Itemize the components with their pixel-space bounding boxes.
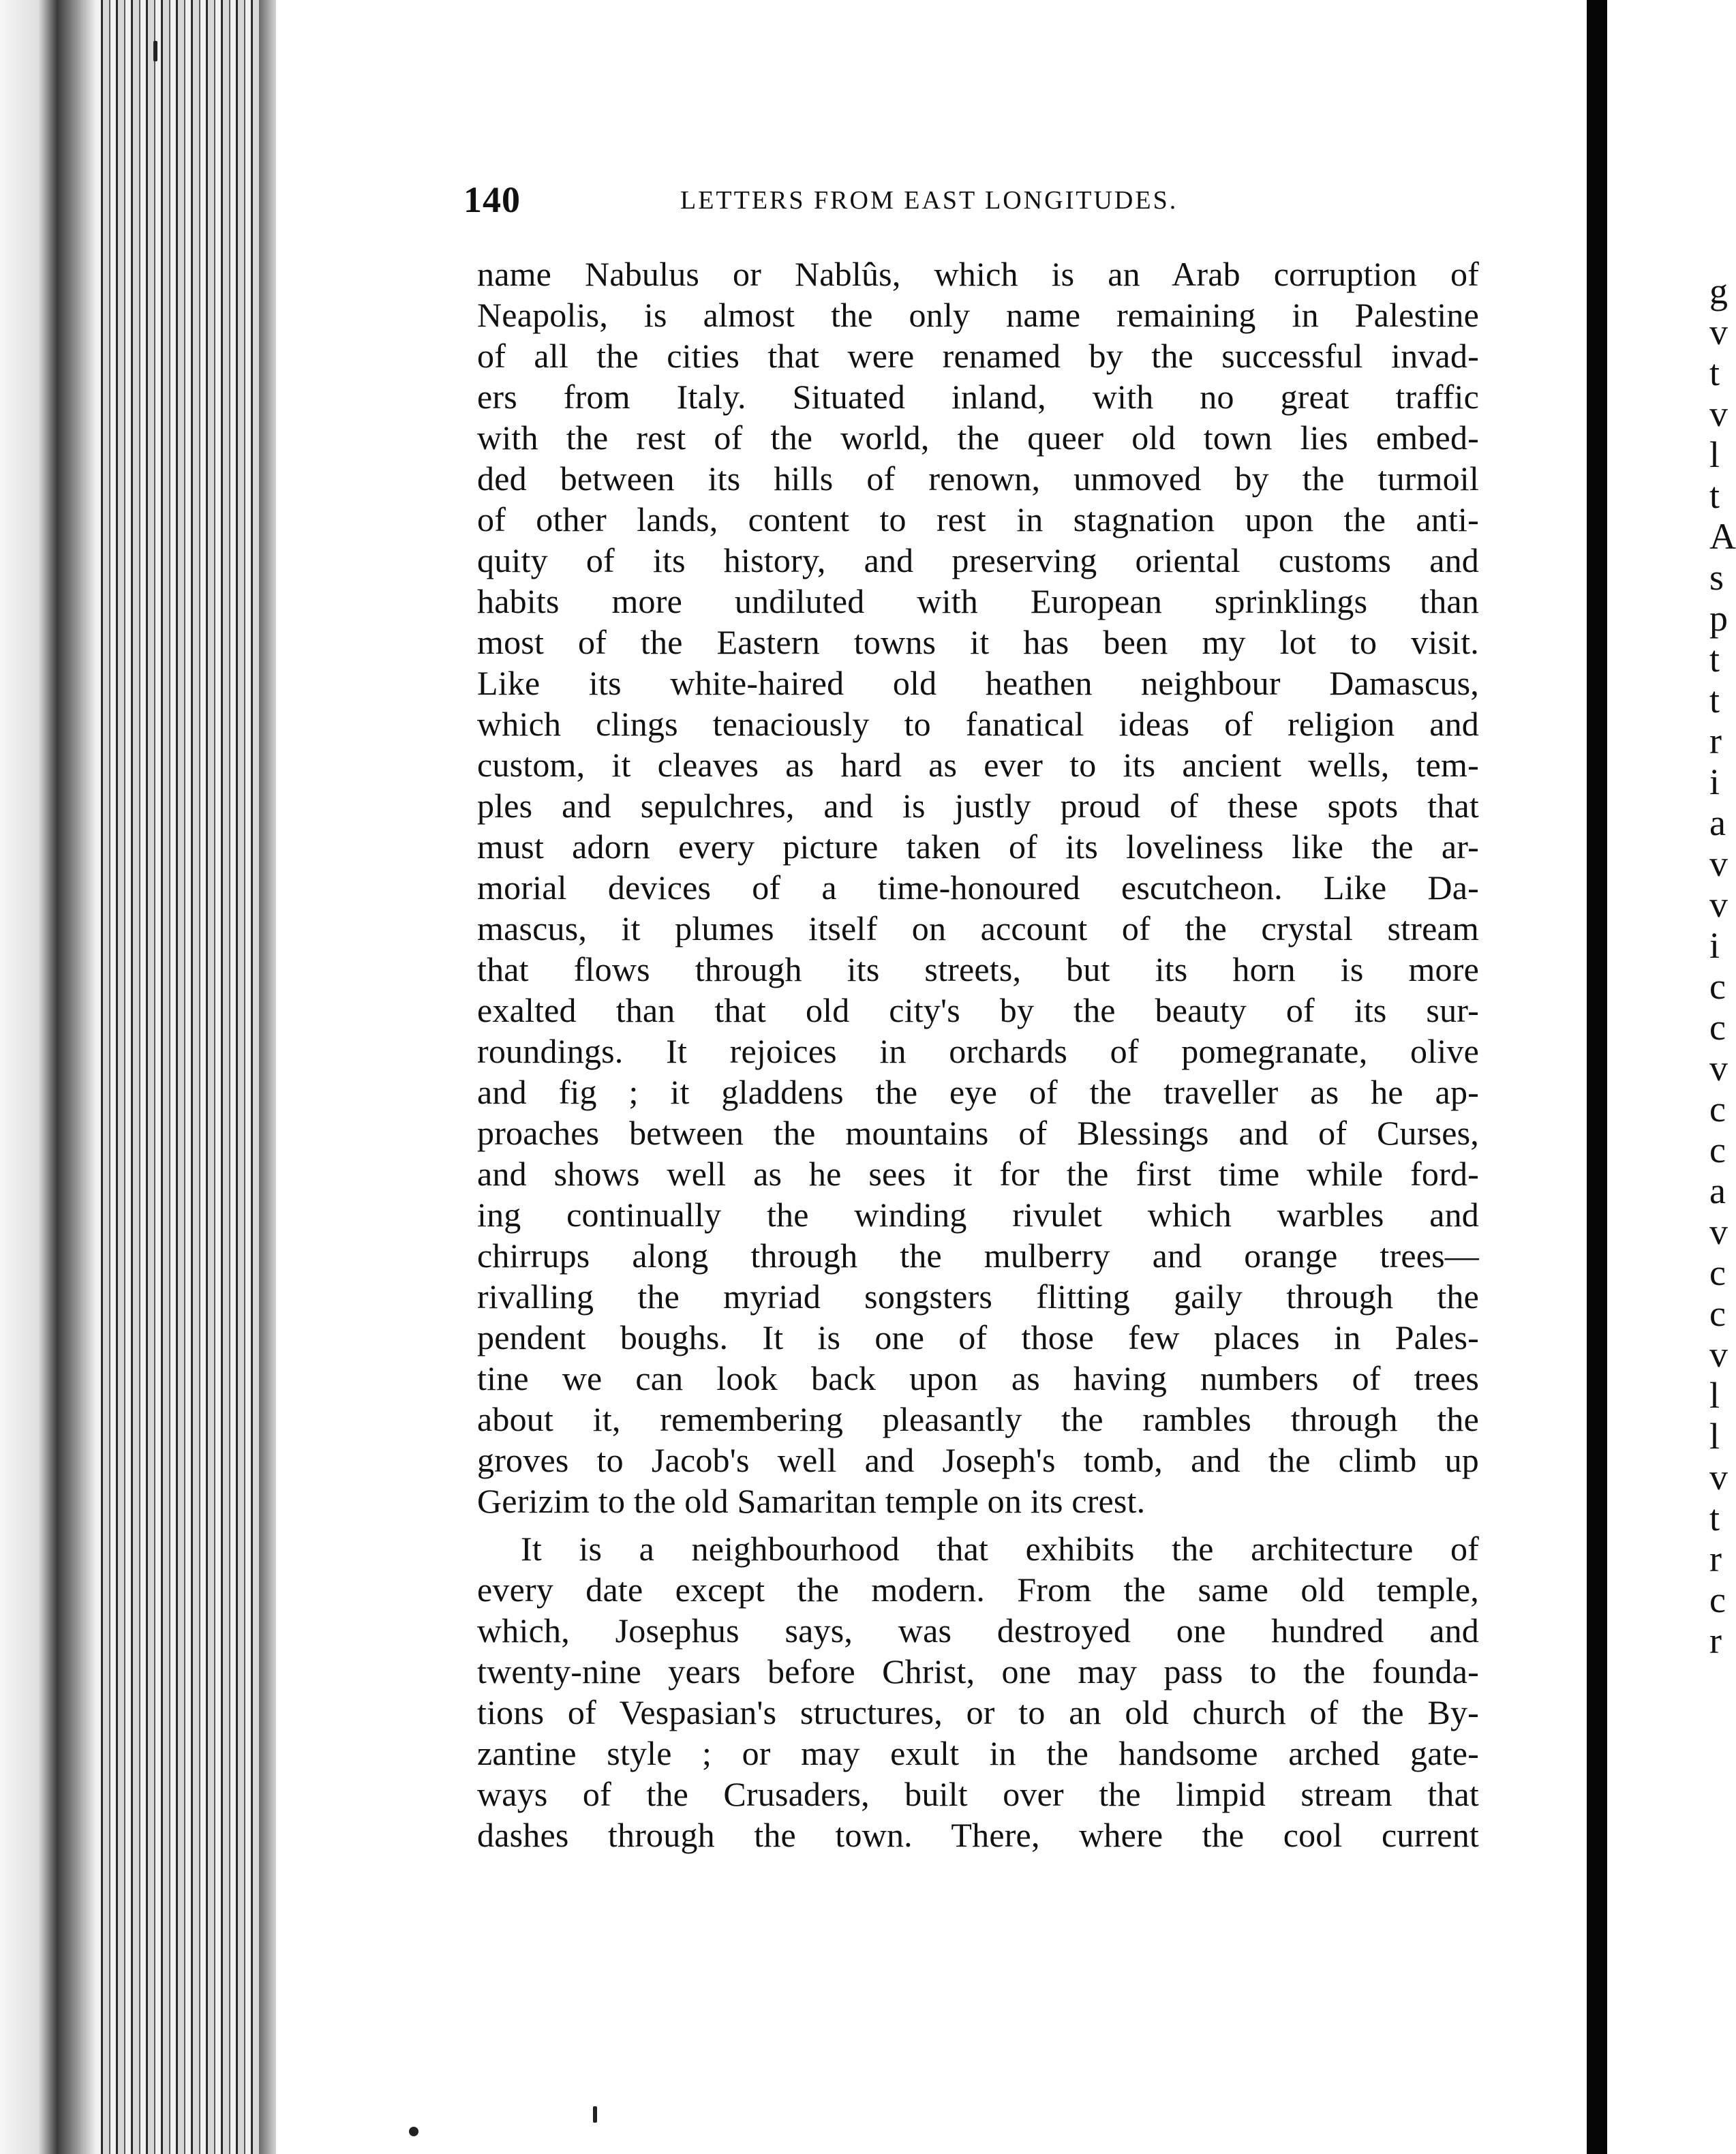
facing-page-letter: t [1709,680,1720,720]
text-line: Gerizim to the old Samaritan temple on its crest. [477,1482,1146,1520]
text-line: It is a neighbourhood that exhibits the architecture of [521,1530,1479,1568]
facing-page-gutter [1587,0,1607,2154]
facing-page-letter: v [1709,1457,1728,1498]
facing-page-letter: v [1709,1048,1728,1089]
text-line: ways of the Crusaders, built over the limpid stream that [477,1775,1479,1813]
text-line: most of the Eastern towns it has been my lot to visit. [477,623,1479,661]
facing-page-letter: v [1709,843,1728,884]
paragraph-2 [477,1528,1479,1855]
stacked-page-edges [95,0,266,2154]
scan-speck [153,41,157,61]
text-line: ers from Italy. Situated inland, with no great traffic [477,378,1479,416]
facing-page-letter: p [1709,598,1728,639]
text-line: roundings. It rejoices in orchards of pomegranate, olive [477,1032,1479,1070]
text-line: Neapolis, is almost the only name remaining in Palestine [477,296,1479,334]
facing-page-letter: s [1709,557,1724,598]
facing-page-letter: c [1709,1579,1726,1620]
scan-speck [593,2106,597,2123]
text-line: exalted than that old city's by the beauty of its sur- [477,991,1479,1029]
facing-page-letter: r [1709,720,1722,761]
facing-page-letter: r [1709,1620,1722,1661]
text-line: morial devices of a time-honoured escutcheon. Like Da- [477,868,1479,907]
paragraph-gap [477,1521,1479,1528]
text-line: about it, remembering pleasantly the rambles through the [477,1400,1479,1438]
running-head: LETTERS FROM EAST LONGITUDES. [680,186,1178,215]
text-line: dashes through the town. There, where the cool current [477,1816,1479,1854]
paragraph-1 [477,254,1479,1521]
text-line: every date except the modern. From the same old temple, [477,1571,1479,1609]
text-line: ing continually the winding rivulet which warbles and [477,1196,1479,1234]
text-line: must adorn every picture taken of its loveliness like the ar- [477,828,1479,866]
facing-page-letter: c [1709,1089,1726,1129]
page-header [463,179,1479,226]
body-text [477,254,1479,1855]
text-line: name Nabulus or Nablûs, which is an Arab corruption of [477,255,1479,293]
text-line: proaches between the mountains of Blessings and of Curses, [477,1114,1479,1152]
facing-page-letter: r [1709,1538,1722,1579]
text-line: Like its white-haired old heathen neighbour Damascus, [477,664,1479,702]
text-line: which, Josephus says, was destroyed one hundred and [477,1611,1479,1650]
scan-speck [409,2127,418,2136]
text-line: with the rest of the world, the queer old town lies embed- [477,419,1479,457]
facing-page-letter: l [1709,1416,1720,1457]
text-line: of other lands, content to rest in stagnation upon the anti- [477,500,1479,538]
text-line: pendent boughs. It is one of those few places in Pales- [477,1318,1479,1356]
facing-page-letter: v [1709,1334,1728,1375]
text-line: of all the cities that were renamed by the successful invad- [477,337,1479,375]
text-line: tions of Vespasian's structures, or to an old church of the By- [477,1693,1479,1731]
facing-page-letter: l [1709,1375,1720,1416]
facing-page-letter: v [1709,393,1728,434]
book-edge-left [0,0,95,2154]
facing-page-letter: a [1709,1170,1726,1211]
facing-page-letter: v [1709,884,1728,925]
text-line: groves to Jacob's well and Joseph's tomb, and the climb up [477,1441,1479,1479]
text-line: rivalling the myriad songsters flitting gaily through the [477,1277,1479,1316]
text-line: and shows well as he sees it for the first time while ford- [477,1155,1479,1193]
text-line: and fig ; it gladdens the eye of the traveller as he ap- [477,1073,1479,1111]
text-line: ded between its hills of renown, unmoved by the turmoil [477,459,1479,498]
facing-page-letter: a [1709,802,1726,843]
facing-page-letter: l [1709,434,1720,475]
facing-page-letter: i [1709,925,1720,966]
text-line: which clings tenaciously to fanatical ideas of religion and [477,705,1479,743]
facing-page-letter: t [1709,639,1720,680]
facing-page-letter: c [1709,1129,1726,1170]
facing-page-letter: v [1709,1211,1728,1252]
facing-page-letter: t [1709,352,1720,393]
facing-page-letter: i [1709,761,1720,802]
text-line: ples and sepulchres, and is justly proud of these spots that [477,787,1479,825]
text-line: chirrups along through the mulberry and orange trees— [477,1237,1479,1275]
text-line: that flows through its streets, but its horn is more [477,950,1479,988]
text-line: custom, it cleaves as hard as ever to its ancient wells, tem- [477,746,1479,784]
facing-page-letter: c [1709,966,1726,1007]
facing-page-letter: c [1709,1007,1726,1048]
facing-page-letter: A [1709,516,1736,557]
facing-page-letter: v [1709,312,1728,352]
text-line: tine we can look back upon as having numbers of trees [477,1359,1479,1397]
page-number: 140 [463,179,521,220]
text-line: twenty-nine years before Christ, one may pass to the founda- [477,1652,1479,1690]
text-line: quity of its history, and preserving oriental customs and [477,541,1479,579]
text-line: habits more undiluted with European sprinklings than [477,582,1479,620]
facing-page-letter: t [1709,475,1720,516]
facing-page-letter: t [1709,1498,1720,1538]
text-line: zantine style ; or may exult in the handsome arched gate- [477,1734,1479,1772]
facing-page-letter: c [1709,1293,1726,1334]
facing-page-letter: g [1709,271,1728,312]
facing-page-edge [1607,0,1736,2154]
facing-page-letter: c [1709,1252,1726,1293]
text-line: mascus, it plumes itself on account of the crystal stream [477,909,1479,947]
